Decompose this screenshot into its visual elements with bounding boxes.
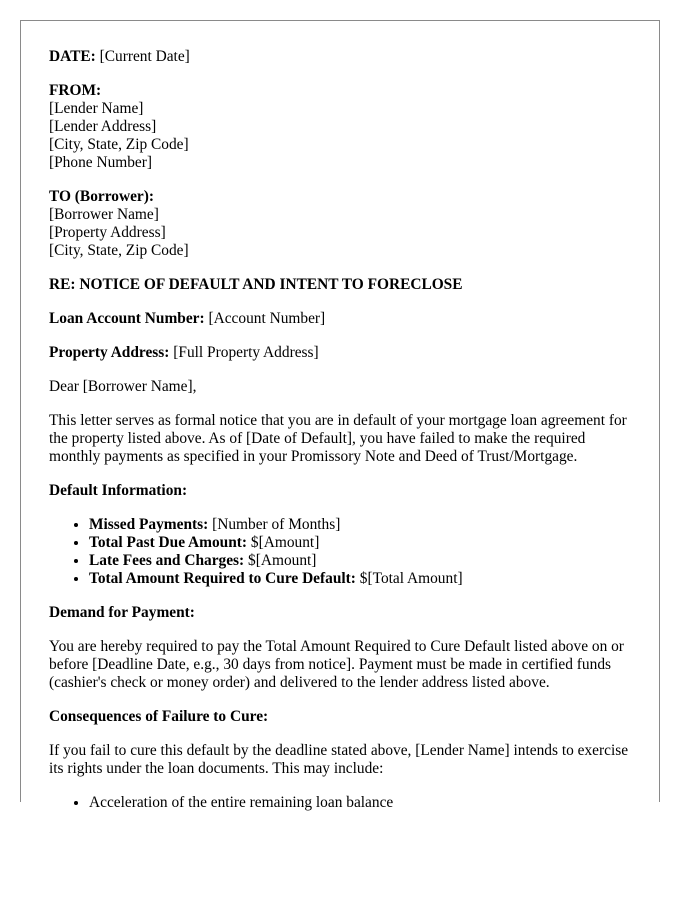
- total-cure-value: $[Total Amount]: [359, 570, 463, 587]
- property-address-line: [49, 344, 631, 362]
- from-line-lender-name: [Lender Name]: [49, 100, 144, 117]
- from-line-lender-address: [Lender Address]: [49, 118, 157, 135]
- to-line-borrower-name: [Borrower Name]: [49, 206, 159, 223]
- loan-account-label: Loan Account Number:: [49, 310, 205, 327]
- loan-account-line: [49, 310, 631, 328]
- salutation: Dear [Borrower Name],: [49, 378, 197, 395]
- re-subject: RE: NOTICE OF DEFAULT AND INTENT TO FORECLOSE: [49, 276, 463, 293]
- date-label: DATE:: [49, 48, 96, 65]
- demand-paragraph: You are hereby required to pay the Total Amount Required to Cure Default listed above on or before [Deadline Date, e.g., 30 days from notice]. Payment must be made in certified funds (cashier's check or money order) and delivered to the lender address listed above.: [49, 638, 624, 691]
- date-block: [49, 48, 631, 66]
- missed-payments-value: [Number of Months]: [212, 516, 341, 533]
- date-value: [Current Date]: [99, 48, 190, 65]
- list-item: [89, 552, 631, 570]
- past-due-value: $[Amount]: [250, 534, 320, 551]
- from-line-city-state-zip: [City, State, Zip Code]: [49, 136, 189, 153]
- property-address-value: [Full Property Address]: [173, 344, 319, 361]
- default-info-list: [49, 516, 631, 588]
- to-label: TO (Borrower):: [49, 188, 154, 205]
- total-cure-label: Total Amount Required to Cure Default:: [89, 570, 356, 587]
- to-line-city-state-zip: [City, State, Zip Code]: [49, 242, 189, 259]
- re-line: [49, 276, 631, 294]
- list-item: [89, 534, 631, 552]
- from-block: [49, 82, 631, 172]
- default-info-heading: Default Information:: [49, 482, 188, 499]
- past-due-label: Total Past Due Amount:: [89, 534, 248, 551]
- to-line-property-address: [Property Address]: [49, 224, 166, 241]
- consequences-heading: Consequences of Failure to Cure:: [49, 708, 269, 725]
- property-address-label: Property Address:: [49, 344, 170, 361]
- consequences-paragraph: If you fail to cure this default by the deadline stated above, [Lender Name] intends to exercise its rights under the loan documents. This may include:: [49, 742, 629, 777]
- list-item: [89, 516, 631, 534]
- from-line-phone: [Phone Number]: [49, 154, 153, 171]
- to-block: [49, 188, 631, 260]
- letter-page: [20, 20, 660, 811]
- intro-paragraph: This letter serves as formal notice that you are in default of your mortgage loan agreement for the property listed above. As of [Date of Default], you have failed to make the required monthly payments as specified in your Promissory Note and Deed of Trust/Mortgage.: [49, 412, 627, 465]
- missed-payments-label: Missed Payments:: [89, 516, 209, 533]
- consequence-item-text: Acceleration of the entire remaining loan balance: [89, 794, 394, 811]
- from-label: FROM:: [49, 82, 102, 99]
- letter-content: [21, 21, 659, 812]
- late-fees-value: $[Amount]: [248, 552, 317, 569]
- demand-heading: Demand for Payment:: [49, 604, 195, 621]
- list-item: [89, 570, 631, 588]
- list-item: [89, 794, 631, 812]
- consequences-list: [49, 794, 631, 812]
- late-fees-label: Late Fees and Charges:: [89, 552, 245, 569]
- loan-account-value: [Account Number]: [208, 310, 326, 327]
